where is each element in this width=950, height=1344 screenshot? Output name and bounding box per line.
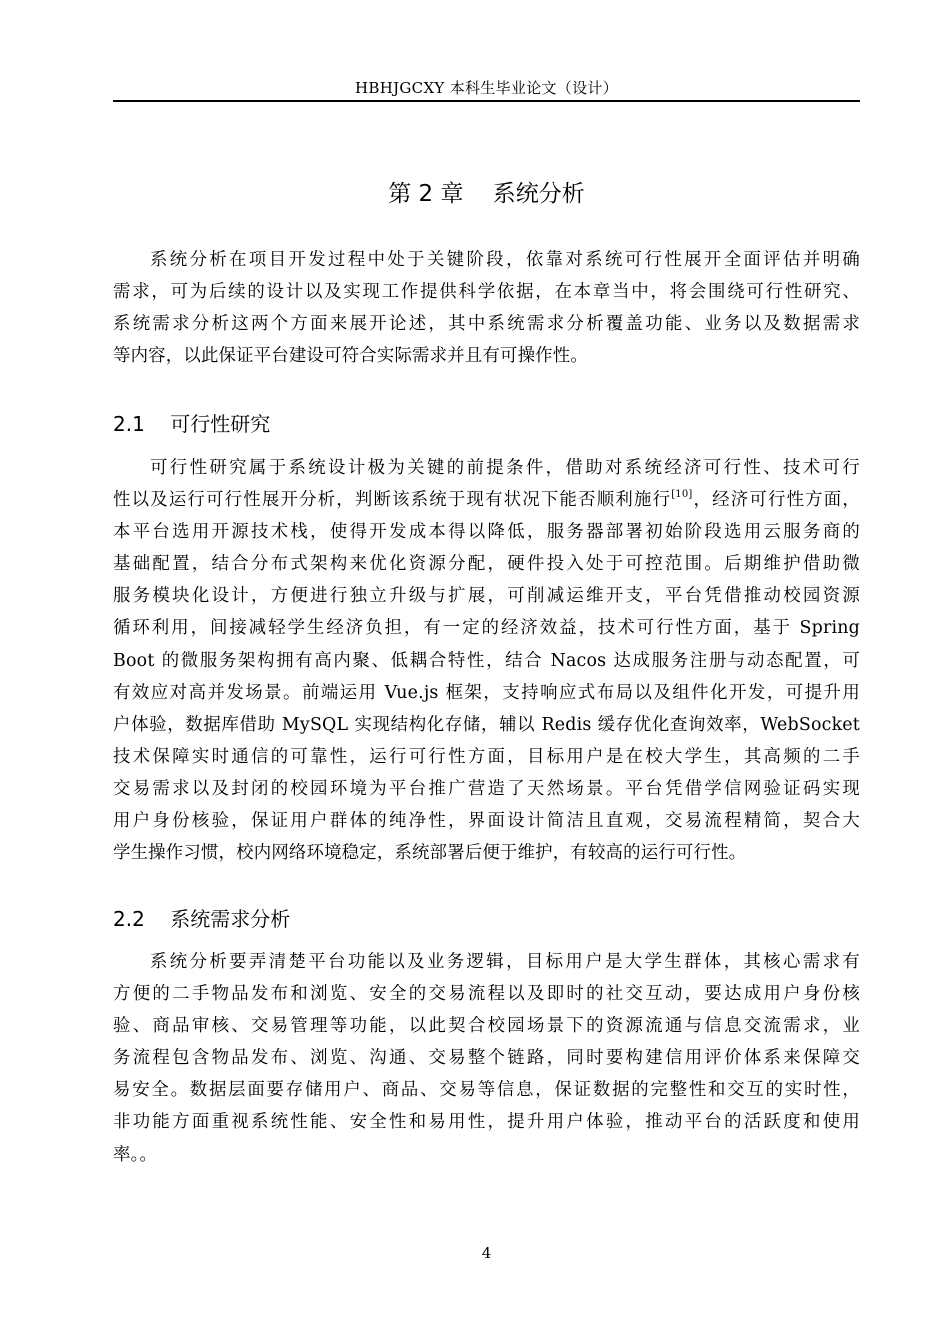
section-2-1-line: 循环利用，间接减轻学生经济负担，有一定的经济效益，技术可行性方面，基于 Spring	[113, 618, 860, 639]
section-2-1-line: 学生操作习惯，校内网络环境稳定，系统部署后便于维护，有较高的运行可行性。	[113, 843, 747, 864]
intro-line: 等内容，以此保证平台建设可符合实际需求并且有可操作性。	[113, 346, 588, 367]
chapter-title: 第 2 章 系统分析	[388, 181, 585, 207]
section-2-1-line: 可行性研究属于系统设计极为关键的前提条件，借助对系统经济可行性、技术可行	[150, 458, 860, 478]
section-2-1-line: 交易需求以及封闭的校园环境为平台推广营造了天然场景。平台凭借学信网验证码实现	[113, 778, 860, 799]
intro-line: 系统分析在项目开发过程中处于关键阶段，依靠对系统可行性展开全面评估并明确	[150, 250, 860, 270]
section-2-1-line	[113, 484, 860, 516]
intro-paragraph	[113, 244, 860, 372]
header-rule	[113, 100, 860, 102]
section-2-2-line: 验、商品审核、交易管理等功能，以此契合校园场景下的资源流通与信息交流需求，业	[113, 1016, 860, 1037]
section-2-2-line: 易安全。数据层面要存储用户、商品、交易等信息，保证数据的完整性和交互的实时性，	[113, 1080, 860, 1101]
section-2-1-line: 用户身份核验，保证用户群体的纯净性，界面设计简洁且直观，交易流程精简，契合大	[113, 811, 860, 832]
section-2-2-line: 非功能方面重视系统性能、安全性和易用性，提升用户体验，推动平台的活跃度和使用	[113, 1112, 860, 1133]
section-2-1-line-text: 性以及运行可行性展开分析，判断该系统于现有状况下能否顺利施行	[113, 490, 672, 511]
section-2-1-line: 有效应对高并发场景。前端运用 Vue.js 框架，支持响应式布局以及组件化开发，可提升用	[113, 682, 860, 703]
running-header: HBHJGCXY 本科生毕业论文（设计）	[354, 79, 618, 97]
section-2-1-line: Boot 的微服务架构拥有高内聚、低耦合特性，结合 Nacos 达成服务注册与动态配置，可	[113, 650, 860, 671]
page-number: 4	[481, 1244, 492, 1262]
section-2-1-line: 服务模块化设计，方便进行独立升级与扩展，可削减运维开支，平台凭借推动校园资源	[113, 586, 860, 607]
section-2-1-line: 户体验，数据库借助 MySQL 实现结构化存储，辅以 Redis 缓存优化查询效率，WebSocket	[113, 714, 860, 735]
section-2-1-paragraph	[113, 452, 860, 869]
section-2-1-line: 本平台选用开源技术栈，使得开发成本得以降低，服务器部署初始阶段选用云服务商的	[113, 522, 860, 543]
section-2-1-line: 基础配置，结合分布式架构来优化资源分配，硬件投入处于可控范围。后期维护借助微	[113, 554, 860, 575]
section-2-2-line: 方便的二手物品发布和浏览、安全的交易流程以及即时的社交互动，要达成用户身份核	[113, 984, 860, 1005]
section-2-2-paragraph	[113, 946, 860, 1171]
section-2-2-line: 率。。	[113, 1144, 158, 1165]
section-2-2-line: 务流程包含物品发布、浏览、沟通、交易整个链路，同时要构建信用评价体系来保障交	[113, 1048, 860, 1069]
section-2-2-line: 系统分析要弄清楚平台功能以及业务逻辑，目标用户是大学生群体，其核心需求有	[150, 952, 860, 972]
intro-line: 需求，可为后续的设计以及实现工作提供科学依据，在本章当中，将会围绕可行性研究、	[113, 282, 860, 303]
section-2-1-line: 技术保障实时通信的可靠性，运行可行性方面，目标用户是在校大学生，其高频的二手	[113, 746, 860, 767]
citation-ref: [10]	[671, 489, 693, 501]
section-heading-2-1: 2.1 可行性研究	[113, 412, 271, 436]
section-2-1-line-tail: ，经济可行性方面，	[692, 490, 860, 511]
intro-line: 系统需求分析这两个方面来展开论述，其中系统需求分析覆盖功能、业务以及数据需求	[113, 314, 860, 335]
section-heading-2-2: 2.2 系统需求分析	[113, 907, 291, 931]
